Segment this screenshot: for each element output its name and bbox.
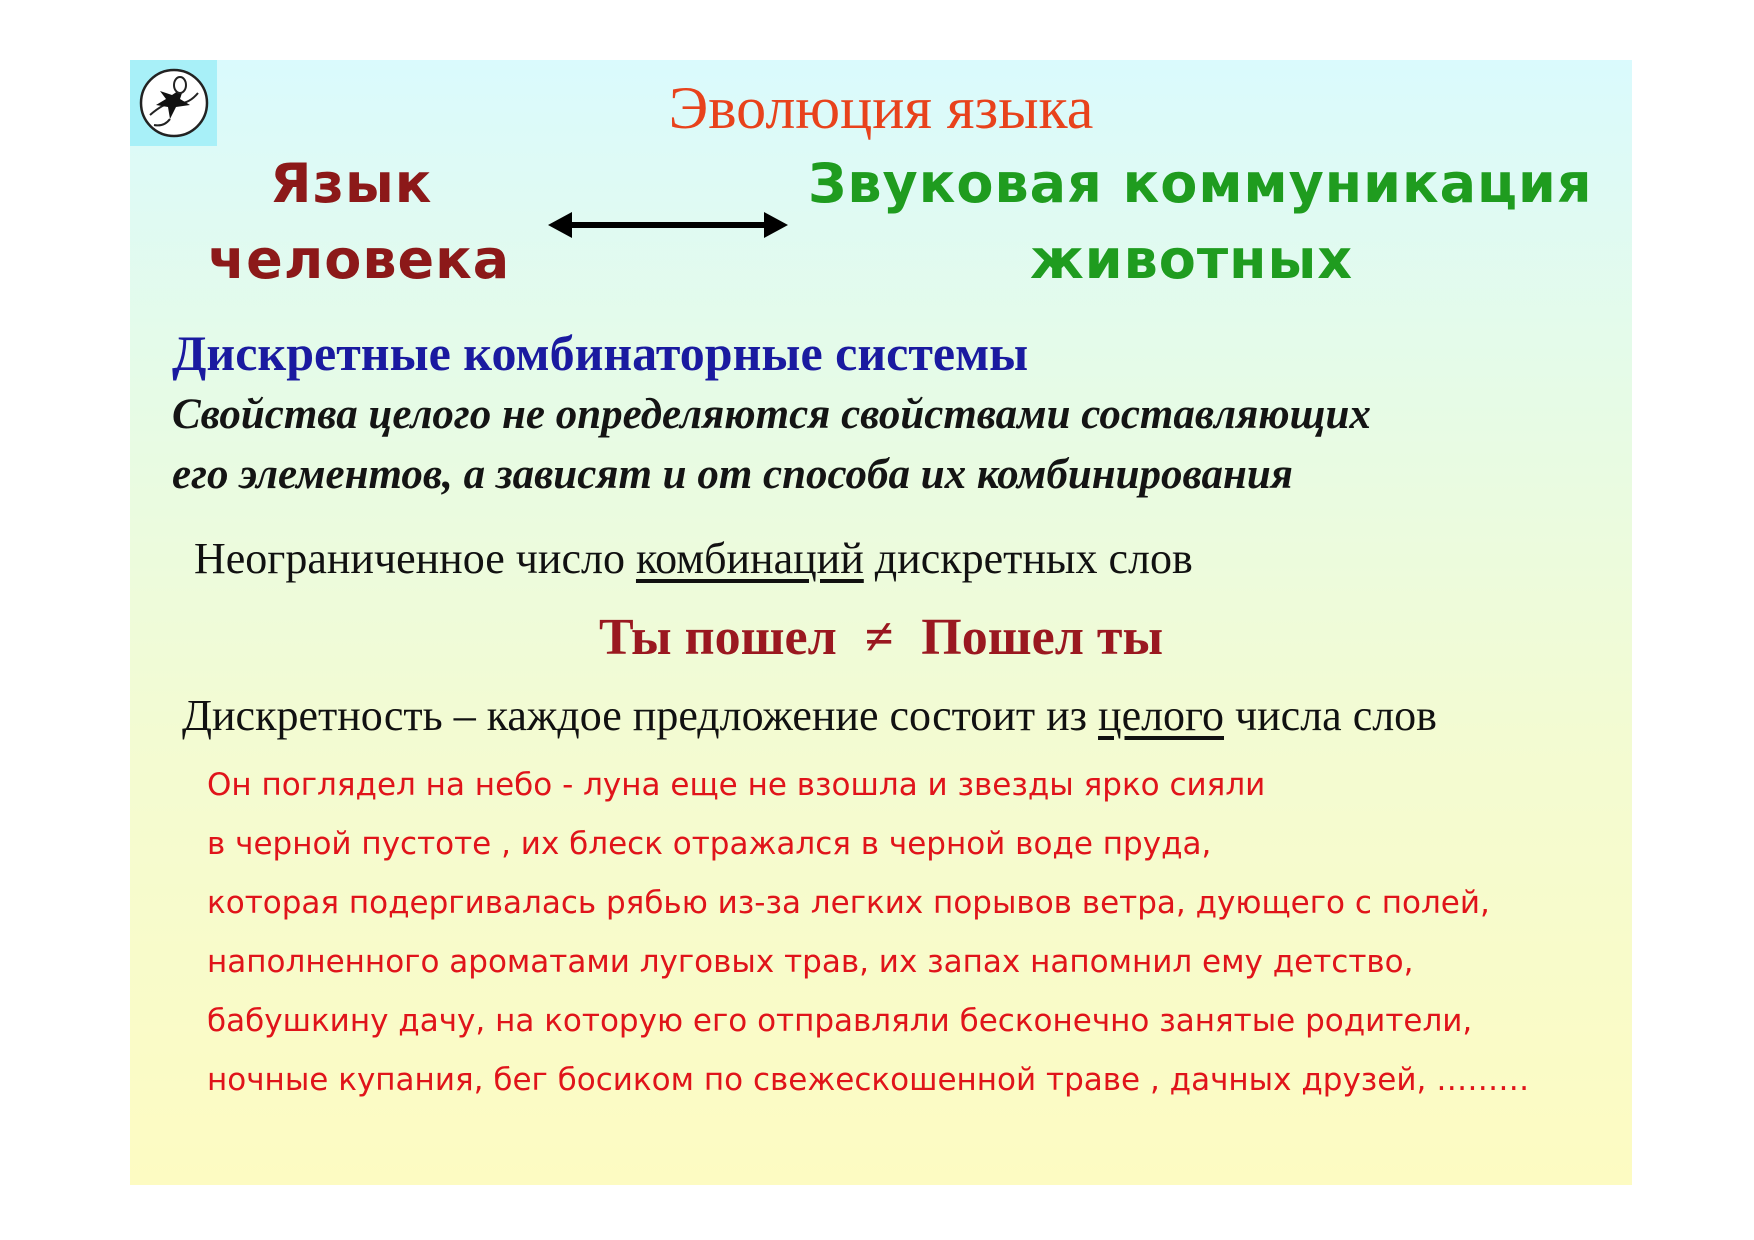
discreteness-underlined-word: целого <box>1098 691 1224 740</box>
combinations-statement <box>194 533 1193 584</box>
combinations-text-after: дискретных слов <box>863 534 1193 583</box>
human-language-line2: человека <box>208 228 511 291</box>
story-line: наполненного ароматами луговых трав, их запах напомнил ему детство, <box>207 944 1414 980</box>
animal-communication-line1: Звуковая коммуникация <box>808 152 1593 215</box>
combinations-text-before: Неограниченное число <box>194 534 636 583</box>
story-line: бабушкину дачу, на которую его отправляли бесконечно занятые родители, <box>207 1003 1473 1039</box>
discreteness-statement <box>182 690 1437 741</box>
not-equal-symbol: ≠ <box>864 609 894 666</box>
discreteness-text-after: числа слов <box>1224 691 1437 740</box>
story-line: которая подергивалась рябью из-за легких порывов ветра, дующего с полей, <box>207 885 1490 921</box>
word-order-example <box>130 608 1632 667</box>
definition-line1: Свойства целого не определяются свойствами составляющих <box>172 391 1371 438</box>
human-language-line1: Язык <box>270 152 433 215</box>
story-line: ночные купания, бег босиком по свежескошенной траве , дачных друзей, ……… <box>207 1062 1530 1098</box>
slide-title: Эволюция языка <box>668 75 1094 141</box>
animal-communication-line2: животных <box>1030 228 1354 291</box>
discreteness-text-before: Дискретность – каждое предложение состоит из <box>182 691 1099 740</box>
slide <box>130 60 1632 1185</box>
double-headed-arrow-icon <box>548 208 788 242</box>
example-left-phrase: Ты пошел <box>598 609 837 666</box>
story-line: Он поглядел на небо - луна еще не взошла и звезды ярко сияли <box>207 767 1266 803</box>
story-line: в черной пустоте , их блеск отражался в черной воде пруда, <box>207 826 1212 862</box>
definition-line2: его элементов, а зависят и от способа их комбинирования <box>172 451 1293 498</box>
combinations-underlined-word: комбинаций <box>635 534 864 583</box>
discrete-systems-heading: Дискретные комбинаторные системы <box>172 325 1029 381</box>
example-right-phrase: Пошел ты <box>921 609 1164 666</box>
